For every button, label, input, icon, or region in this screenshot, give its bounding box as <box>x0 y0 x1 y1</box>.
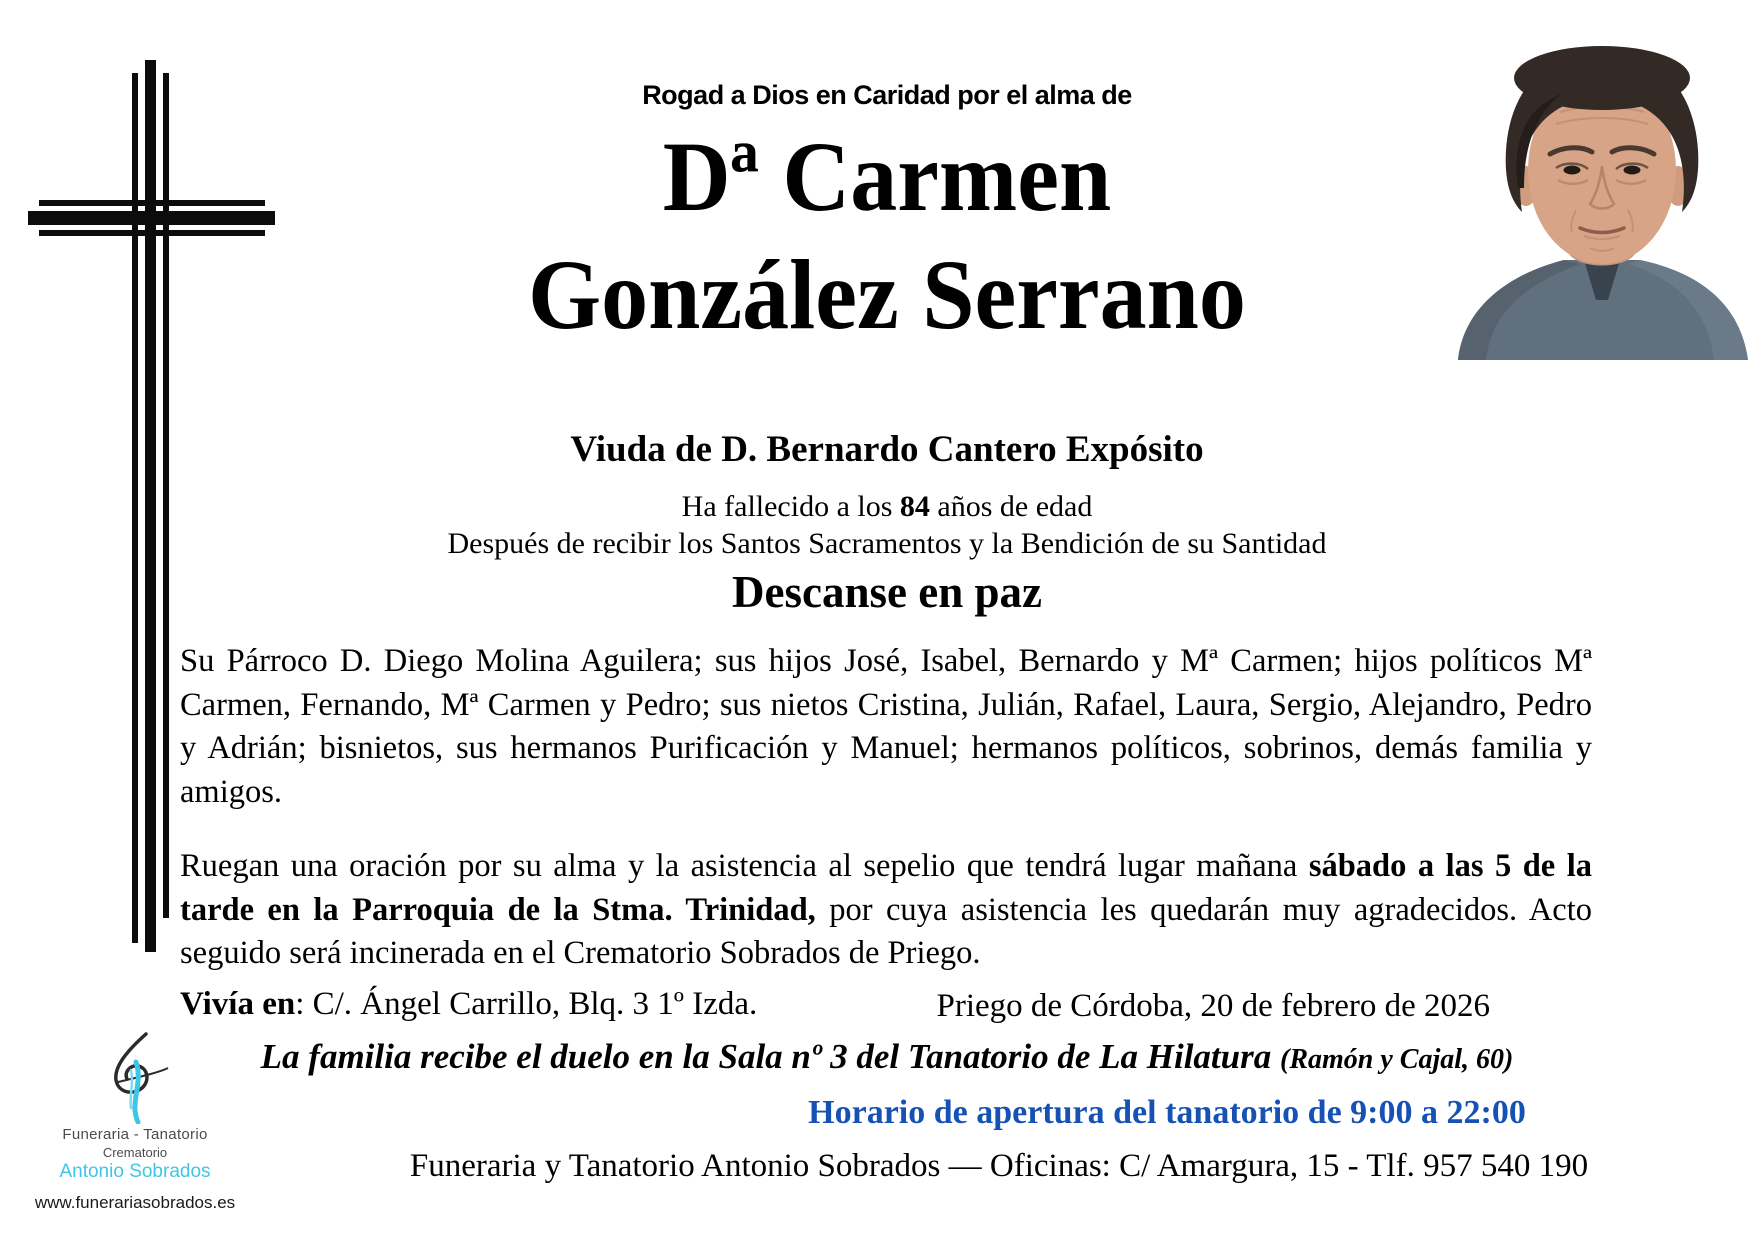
residence-value: : C/. Ángel Carrillo, Blq. 3 1º Izda. <box>295 986 758 1022</box>
logo-website: www.funerariasobrados.es <box>34 1193 236 1212</box>
residence-label: Vivía en <box>180 986 296 1022</box>
wake-room-address: (Ramón y Cajal, 60) <box>1280 1044 1514 1075</box>
place-date-line: Priego de Córdoba, 20 de febrero de 2026 <box>936 988 1490 1024</box>
deceased-name-line1: Dª Carmen <box>662 121 1112 232</box>
death-age-post: años de edad <box>929 490 1093 523</box>
wake-room-main: La familia recibe el duelo en la Sala nº 3 del Tanatorio de La Hilatura <box>260 1037 1280 1076</box>
logo-line-antonio-sobrados: Antonio Sobrados <box>59 1161 211 1182</box>
deceased-name-line2: González Serrano <box>528 239 1246 350</box>
death-age-line <box>180 490 1594 524</box>
wake-room-line <box>180 1037 1594 1077</box>
residence-line <box>180 986 757 1023</box>
death-age-value: 84 <box>899 490 930 523</box>
funeral-home-contact-line: Funeraria y Tanatorio Antonio Sobrados — Oficinas: C/ Amargura, 15 - Tlf. 957 540 190 <box>409 1148 1589 1184</box>
tanatorio-hours-line: Horario de apertura del tanatorio de 9:00 a 22:00 <box>808 1094 1526 1131</box>
cross-vertical-main <box>145 60 156 952</box>
logo-line-crematorio: Crematorio <box>102 1145 168 1160</box>
deceased-name-title <box>185 118 1589 354</box>
funeral-details-bold: sábado a las 5 de la tarde en la Parroquia de la Stma. Trinidad, <box>180 848 1592 928</box>
rest-in-peace-line: Descanse en paz <box>732 567 1042 617</box>
funeral-details-post: por cuya asistencia les quedarán muy agradecidos. Acto seguido será incinerada en el Crematorio Sobrados de Priego. <box>180 891 1592 971</box>
logo-line-funeraria-tanatorio: Funeraria - Tanatorio <box>62 1126 208 1143</box>
family-paragraph: Su Párroco D. Diego Molina Aguilera; sus hijos José, Isabel, Bernardo y Mª Carmen; hijos políticos Mª Carmen, Fernando, Mª Carmen y Pedro; sus nietos Cristina, Julián, Rafael, Laura, Sergio, Alejandro, Pedro y Adrián; bisnietos, sus hermanos Purificación y Manuel; hermanos políticos, sobrinos, demás familia y amigos. <box>180 643 1592 810</box>
widow-subtitle: Viuda de D. Bernardo Cantero Expósito <box>570 429 1204 470</box>
funeral-details-paragraph <box>180 845 1592 976</box>
funeral-home-logo-mark <box>98 1032 172 1124</box>
funeral-home-logo <box>22 1032 248 1213</box>
funeral-details-pre: Ruegan una oración por su alma y la asistencia al sepelio que tendrá lugar mañana <box>180 848 1309 884</box>
sacraments-line: Después de recibir los Santos Sacramentos y la Bendición de su Santidad <box>447 527 1327 560</box>
epigraph-text: Rogad a Dios en Caridad por el alma de <box>642 80 1132 110</box>
death-age-pre: Ha fallecido a los <box>681 490 900 523</box>
